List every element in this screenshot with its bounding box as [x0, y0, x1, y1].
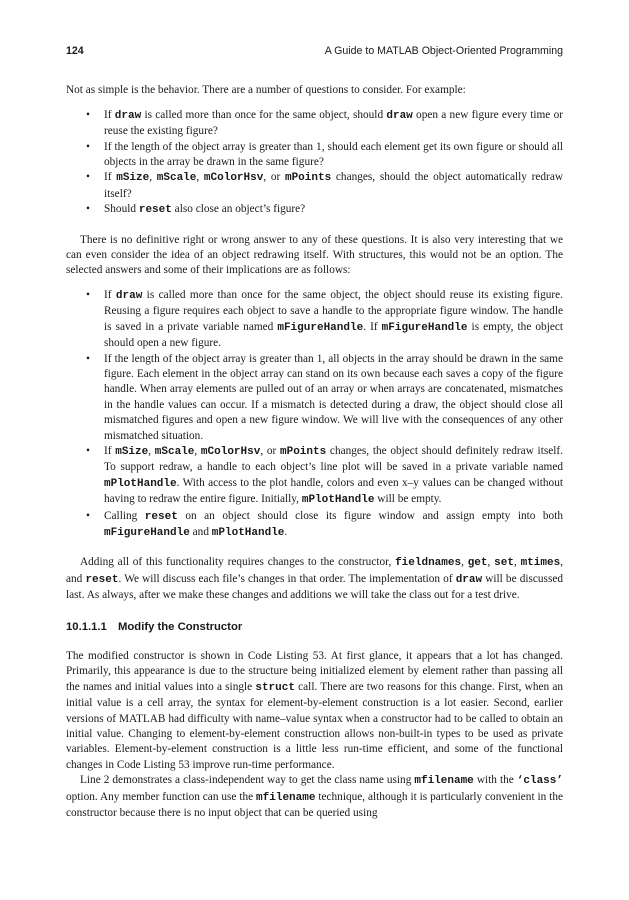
code-token: set	[494, 557, 514, 570]
text-run: . If	[363, 320, 382, 333]
text-run: open a new figure every time or reuse the existing figure?	[104, 108, 563, 138]
code-token: mScale	[154, 445, 195, 458]
bullet-item	[66, 509, 563, 542]
page-number: 124	[66, 45, 84, 57]
code-token: mSize	[116, 172, 150, 185]
text-run: If	[104, 171, 117, 184]
code-token: fieldnames	[395, 557, 462, 570]
section-title: Modify the Constructor	[117, 620, 243, 633]
text-run: is empty, the object should open a new figure.	[104, 320, 564, 350]
questions-list	[66, 108, 563, 219]
text-run: with the	[473, 774, 517, 787]
code-token: mSize	[115, 445, 149, 458]
text-run: changes, should the object automatically redraw itself?	[104, 171, 563, 200]
text-run: .	[284, 525, 288, 538]
section-number: 10.1.1.1	[66, 620, 107, 633]
code-token: mPoints	[280, 445, 327, 458]
text-run: , and	[66, 556, 564, 585]
text-run: option. Any member function can use the	[66, 790, 257, 803]
bullet-item	[66, 444, 563, 509]
code-token: mPlotHandle	[211, 526, 285, 539]
code-token: ‘class’	[516, 775, 563, 788]
code-token: reset	[85, 573, 119, 586]
code-token: mFigureHandle	[381, 321, 468, 334]
code-token: mColorHsv	[200, 445, 261, 458]
text-run: ,	[487, 556, 495, 569]
code-token: reset	[138, 204, 172, 217]
bullet-item	[66, 140, 563, 171]
text-run: ,	[148, 444, 155, 457]
section-heading	[66, 620, 563, 635]
text-run: is called more than once for the same object, should	[141, 108, 387, 121]
running-title: A Guide to MATLAB Object-Oriented Programming	[324, 45, 563, 57]
code-token: mfilename	[256, 791, 316, 804]
changes-paragraph	[66, 555, 563, 603]
constructor-paragraph	[66, 649, 563, 773]
bullet-item	[66, 288, 563, 352]
code-token: mPlotHandle	[104, 477, 177, 490]
text-run: call. There are two reasons for this change. First, when an initial value is a cell array, the syntax for element-by-element construction is a lot easier. Second, earlier versions of MATLAB had difficulty with name–value syntax when a constructor had to be called to obtain an initial value. Changing to element-by-element construction allows non-built-in types to be used as private variables. Element-by-element construction is a little less run-time efficient, and some of the functional changes in Code Listing 53 improve run-time performance.	[66, 680, 563, 771]
text-run: ,	[513, 556, 521, 569]
code-token: mtimes	[520, 557, 561, 570]
text-run: Adding all of this functionality requires changes to the constructor,	[80, 556, 396, 569]
code-token: get	[467, 557, 488, 570]
text-run: , or	[263, 171, 285, 184]
text-run: is called more than once for the same object, the object should reuse its existing figure. Reusing a figure requires each object to save a handle to the appropriate figure window. The handle is saved in a private variable named	[104, 288, 563, 333]
text-run: If the length of the object array is greater than 1, should each element get its own figure or should all objects in the array be drawn in the same figure?	[104, 140, 563, 169]
text-run: ,	[149, 171, 157, 184]
text-run: also close an object’s figure?	[171, 203, 306, 216]
mfilename-paragraph	[66, 773, 563, 821]
code-token: reset	[144, 510, 178, 523]
text-run: If	[104, 108, 115, 121]
code-token: draw	[115, 289, 143, 302]
text-run: ,	[194, 444, 201, 457]
text-run: ,	[461, 556, 468, 569]
text-run: changes, the object should definitely redraw itself. To support redraw, a handle to each object’s line plot will be saved in a private variable named	[104, 444, 563, 474]
code-token: mPoints	[284, 172, 332, 185]
code-token: struct	[255, 681, 295, 694]
bullet-item	[66, 170, 563, 202]
text-run: Should	[104, 203, 139, 216]
text-run: Line 2 demonstrates a class-independent way to get the class name using	[80, 774, 415, 787]
text-run: will be discussed last. As always, after we make these changes and additions we will take the class out for a test drive.	[66, 572, 564, 602]
running-header	[66, 44, 563, 59]
text-run: and	[189, 525, 212, 538]
text-run: . With access to the plot handle, colors and even x–y values can be changed without having to redraw the entire figure. Initially,	[104, 476, 563, 506]
code-token: mFigureHandle	[277, 321, 364, 334]
text-run: will be empty.	[374, 493, 442, 506]
text-run: If the length of the object array is greater than 1, all objects in the array should be drawn in the same figure. Each element in the object array can stand on its own because each saves a copy of the figure handle. When array elements are pulled out of an array or when arrays are concatenated, mismatches in the handle values can occur. If a mismatch is detected during a draw, the object should close all mismatched figures and open a new figure window. We will live with the consequences of any other mismatched situation.	[104, 352, 563, 442]
code-token: draw	[114, 109, 142, 122]
code-token: mFigureHandle	[104, 526, 190, 539]
code-token: mScale	[156, 172, 197, 185]
text-run: The modified constructor is shown in Code Listing 53. At first glance, it appears that a lot has changed. Primarily, this appearance is due to the structure being initialized element by element rather than passing all the names and initial values into a single	[66, 650, 563, 693]
code-token: mPlotHandle	[301, 494, 375, 507]
bullet-item	[66, 352, 563, 444]
text-run: ,	[196, 171, 204, 184]
code-token: mColorHsv	[203, 172, 264, 185]
code-token: mfilename	[414, 775, 474, 788]
code-token: draw	[386, 109, 413, 122]
text-run: on an object should close its figure window and assign empty into both	[177, 509, 563, 522]
text-run: Calling	[104, 509, 145, 522]
bullet-item	[66, 108, 563, 140]
answers-list	[66, 288, 563, 542]
text-run: If	[104, 444, 116, 457]
text-run: technique, although it is particularly convenient in the constructor because there is no input object that can be queried using	[66, 790, 563, 820]
intro-paragraph: Not as simple is the behavior. There are a number of questions to consider. For example:	[66, 84, 466, 97]
text-run: . We will discuss each file’s changes in that order. The implementation of	[118, 572, 456, 585]
text-run: , or	[260, 444, 280, 457]
bullet-item	[66, 202, 563, 218]
answers-intro-paragraph: There is no definitive right or wrong answer to any of these questions. It is also very interesting that we can even consider the idea of an object redrawing itself. With structures, this would not be an option. The selected answers and some of their implications are as follows:	[66, 233, 563, 277]
text-run: If	[104, 288, 116, 301]
code-token: draw	[455, 573, 483, 586]
